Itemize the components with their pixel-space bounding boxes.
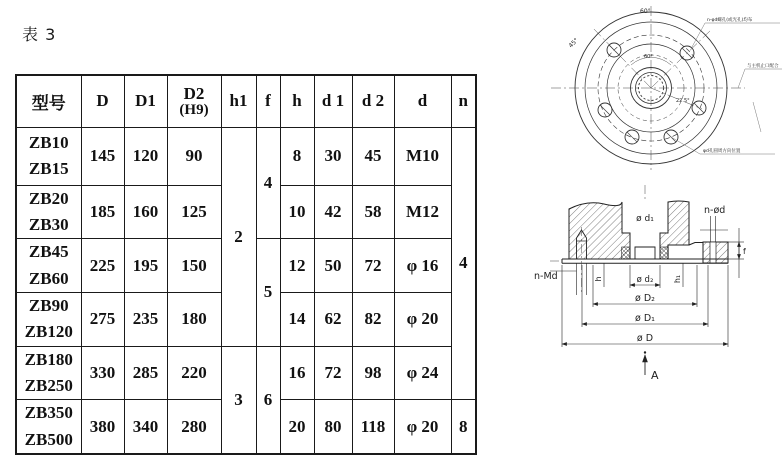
cell-D2: 90 [167,127,221,185]
cell-d1: 42 [314,185,352,239]
cell-d: φ 24 [394,346,451,400]
cell-h: 10 [280,185,314,239]
cell-d: φ 20 [394,292,451,346]
label-h: h [594,276,603,282]
cell-d: M12 [394,185,451,239]
cell-d: M10 [394,127,451,185]
table-row [16,346,476,400]
label-d1: ø d₁ [636,214,654,224]
dimension-table [15,74,477,455]
centerlines [551,6,745,170]
angle-left-label: 45° [567,36,580,50]
note-top-right: n-φd螺孔(或光孔)均布 [707,18,753,23]
cell-h: 14 [280,292,314,346]
cell-d2: 82 [352,292,394,346]
face-view-drawing [545,4,784,172]
cell-h: 8 [280,127,314,185]
label-D1: ø D₁ [635,313,655,324]
cell-D: 145 [81,127,124,185]
col-header-f: f [256,75,280,127]
label-A: A [651,369,659,382]
cell-D1: 120 [124,127,167,185]
cell-n-merged: 4 [451,127,476,400]
angle-hub-label: 60° [644,54,653,60]
col-header-d: d [394,75,451,127]
cell-d2: 72 [352,239,394,293]
cell-model: ZB180 ZB250 [16,346,81,400]
col-header-d1: d 1 [314,75,352,127]
cell-D: 330 [81,346,124,400]
cell-d2: 58 [352,185,394,239]
section-view-drawing [532,183,784,413]
table-header-row [16,75,476,127]
cell-d1: 30 [314,127,352,185]
cell-D: 185 [81,185,124,239]
cell-d1: 50 [314,239,352,293]
label-D: ø D [636,333,654,344]
col-header-D: D [81,75,124,127]
cell-d2: 98 [352,346,394,400]
cell-h: 16 [280,346,314,400]
col-header-d2: d 2 [352,75,394,127]
cell-D: 380 [81,400,124,454]
label-D2: ø D₂ [635,293,655,304]
cell-model: ZB45 ZB60 [16,239,81,293]
cell-d1: 80 [314,400,352,454]
cell-D1: 160 [124,185,167,239]
cell-f-merged: 4 [256,127,280,239]
cell-D1: 235 [124,292,167,346]
cell-D2: 180 [167,292,221,346]
col-header-n: n [451,75,476,127]
cell-d2: 118 [352,400,394,454]
cell-d1: 62 [314,292,352,346]
cell-n: 8 [451,400,476,454]
cell-d2: 45 [352,127,394,185]
col-header-model: 型号 [16,75,81,127]
label-n-Md: n-Md [534,271,558,282]
label-f: f [743,247,746,256]
label-n-od: n-ød [704,205,726,216]
col-header-h: h [280,75,314,127]
cell-D1: 195 [124,239,167,293]
cell-D: 275 [81,292,124,346]
cell-D2: 280 [167,400,221,454]
cell-D2: 125 [167,185,221,239]
cell-model: ZB350 ZB500 [16,400,81,454]
col-header-D2: D2 (H9) [167,75,221,127]
cell-h1-merged: 2 [221,127,256,346]
cell-D: 225 [81,239,124,293]
label-h1: h₁ [673,274,682,284]
cell-h1-merged: 3 [221,346,256,454]
cell-D2: 220 [167,346,221,400]
note-bottom: φd孔圆周方向位置 [703,149,741,154]
leader-lines [671,23,782,154]
cell-d1: 72 [314,346,352,400]
cell-D1: 340 [124,400,167,454]
page-title: 表 3 [22,25,57,44]
col-header-h1: h1 [221,75,256,127]
angle-top-label: 60° [640,8,651,15]
cell-D1: 285 [124,346,167,400]
cell-f-merged: 6 [256,346,280,454]
cell-D2: 150 [167,239,221,293]
cell-f-merged: 5 [256,239,280,346]
col-header-D1: D1 [124,75,167,127]
cell-model: ZB10 ZB15 [16,127,81,185]
label-d2: ø d₂ [636,275,654,285]
angle-right-label: 22.5° [676,98,690,104]
cell-d: φ 20 [394,400,451,454]
cell-model: ZB20 ZB30 [16,185,81,239]
cell-d: φ 16 [394,239,451,293]
cell-model: ZB90 ZB120 [16,292,81,346]
note-right: 与主机止口配合 [747,64,779,69]
table-row [16,127,476,185]
cell-h: 20 [280,400,314,454]
cell-h: 12 [280,239,314,293]
